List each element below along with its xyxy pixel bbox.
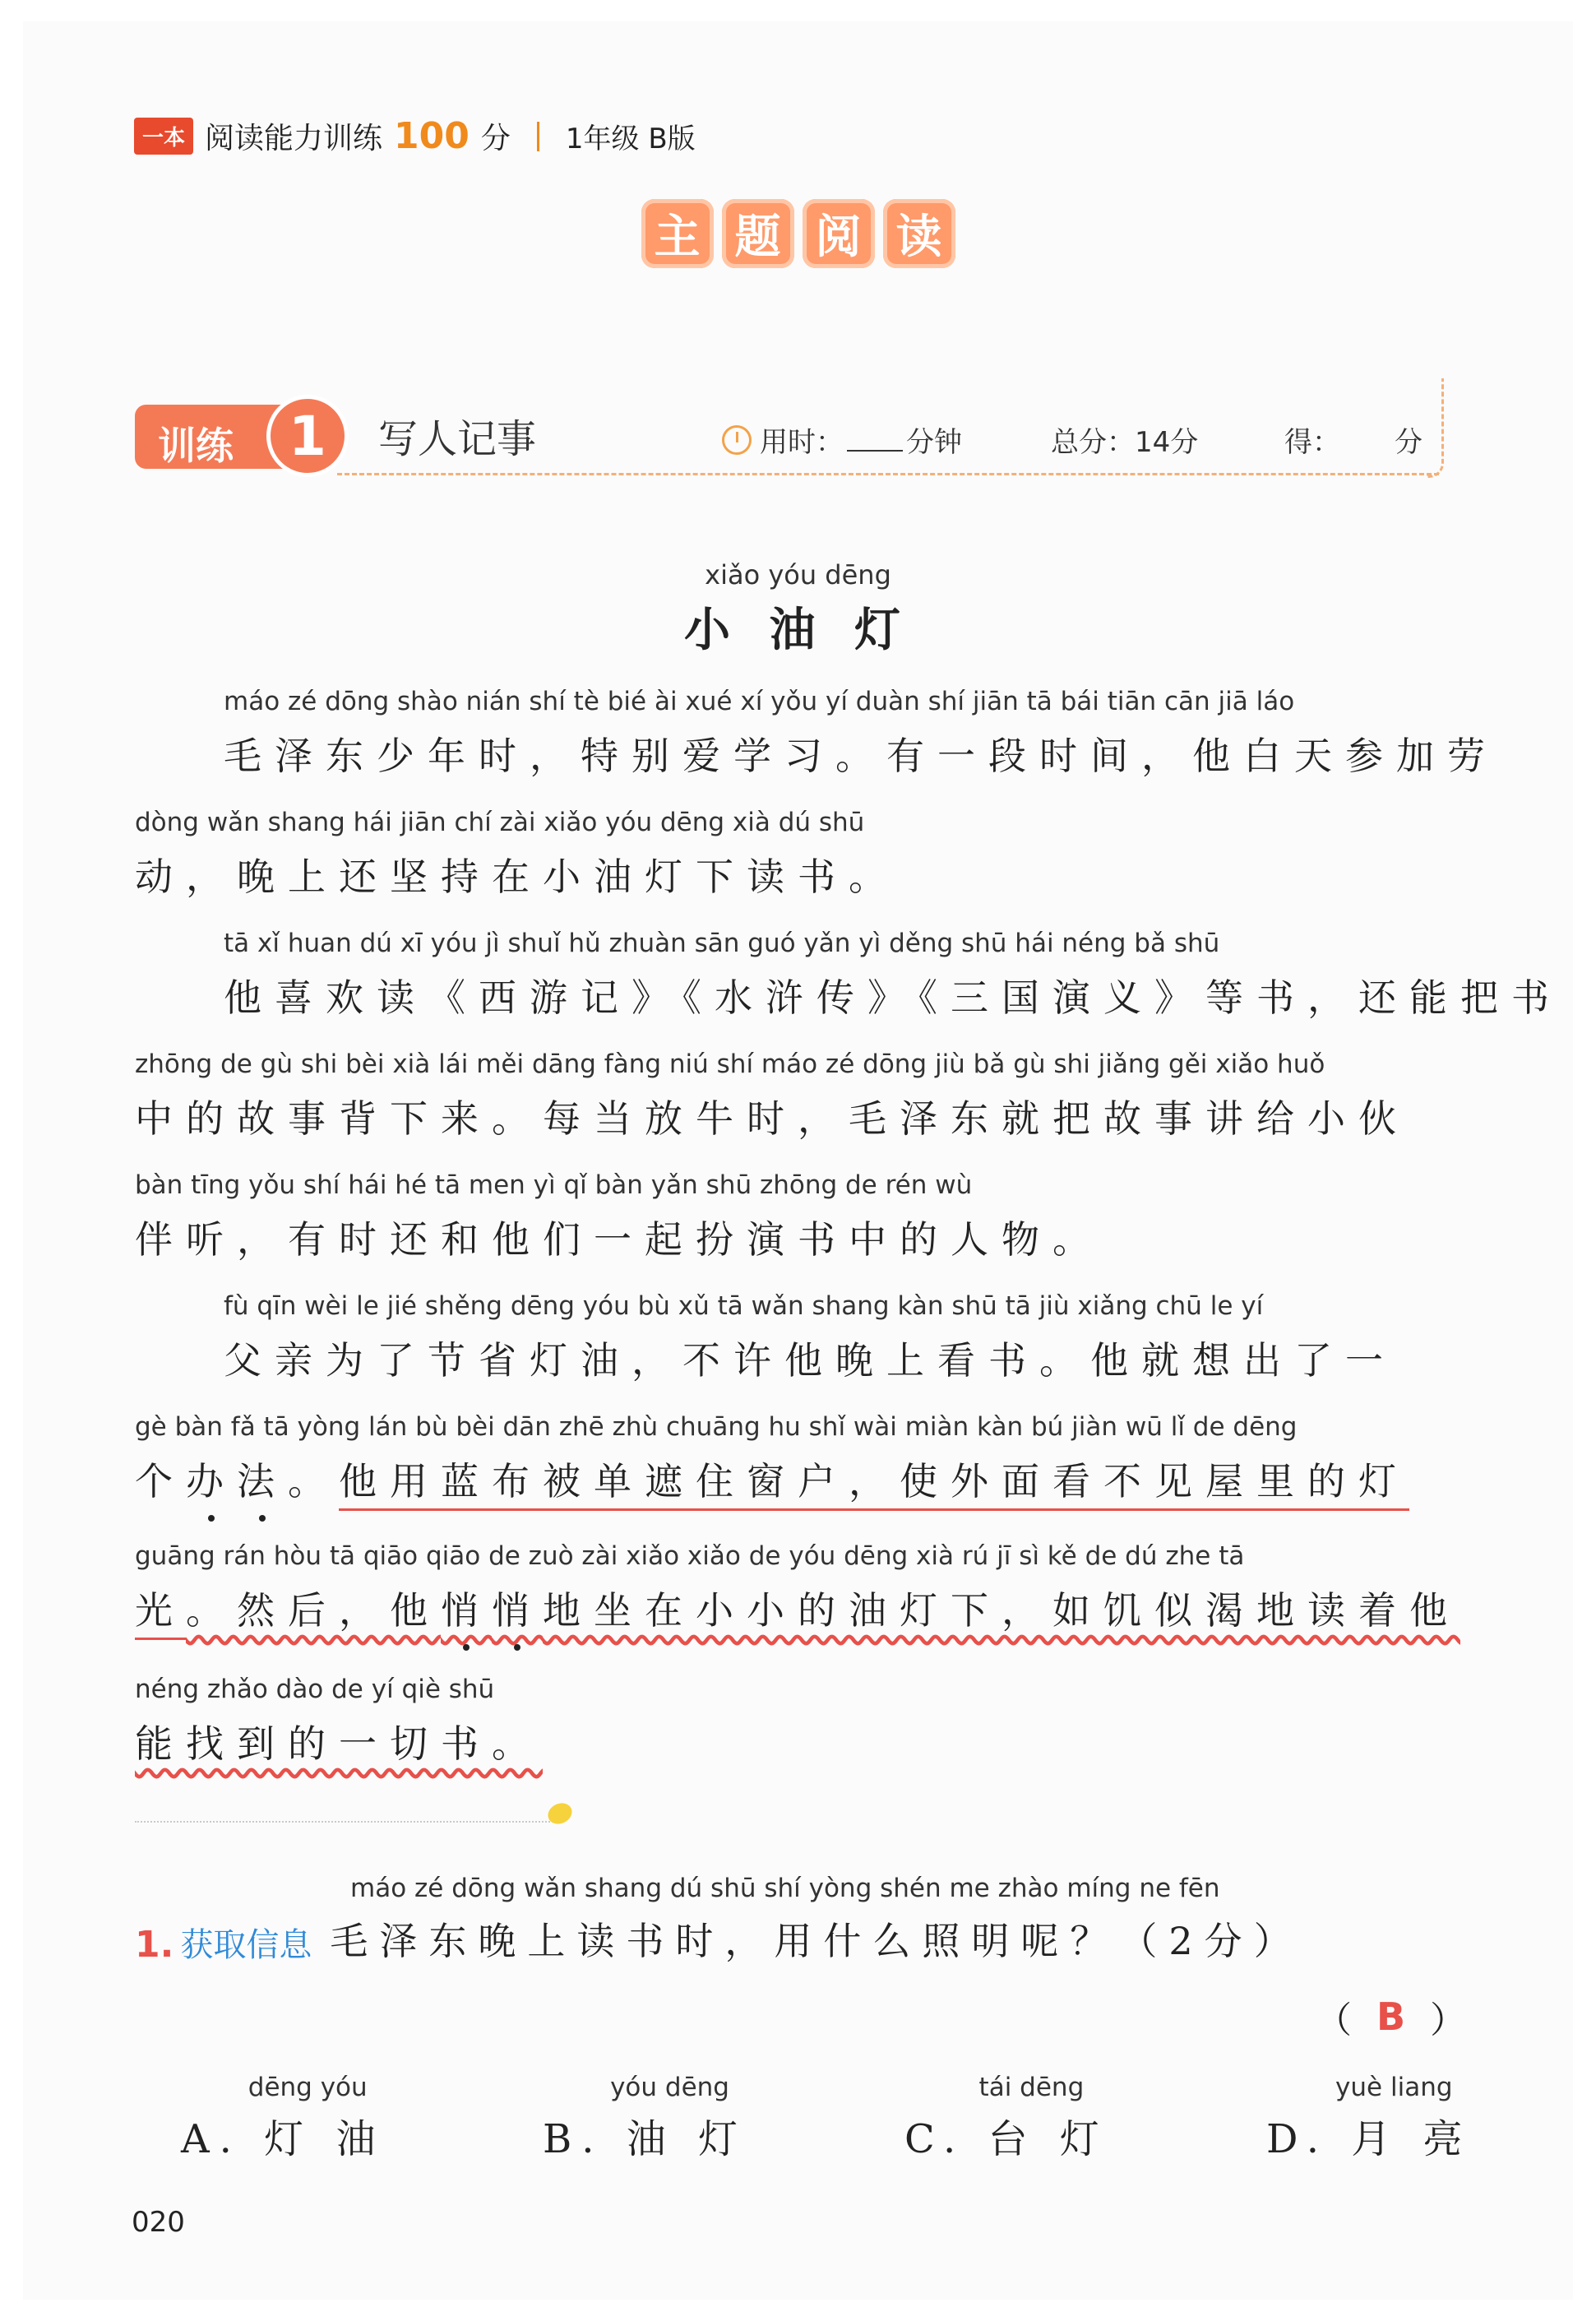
line-text: 中的故事背下来。每当放牛时，毛泽东就把故事讲给小伙 bbox=[135, 1096, 1409, 1141]
book-header bbox=[134, 115, 696, 157]
answer-paren-open: （ bbox=[1316, 1999, 1352, 2041]
question-row bbox=[135, 1911, 1467, 1966]
story-line bbox=[135, 808, 1450, 901]
option-a[interactable] bbox=[181, 2073, 385, 2164]
emphasis-dot-char: 法 bbox=[237, 1459, 288, 1503]
section-divider bbox=[135, 1821, 562, 1823]
story-title: 小 油 灯 bbox=[684, 603, 912, 657]
theme-heading bbox=[0, 199, 1596, 268]
line-pinyin: gè bàn fǎ tā yòng lán bù bèi dān zhē zhù chuāng hu shǐ wài miàn kàn bú jiàn wū lǐ de dēng bbox=[135, 1412, 1298, 1442]
training-badge bbox=[135, 395, 349, 477]
answer-box[interactable] bbox=[1316, 1990, 1466, 2043]
book-title: 阅读能力训练 bbox=[205, 122, 383, 155]
book-score-unit: 分 bbox=[480, 122, 511, 155]
option-d[interactable] bbox=[1266, 2073, 1473, 2164]
text-segment: 个 bbox=[135, 1459, 186, 1503]
question-number: 1. bbox=[135, 1924, 174, 1966]
time-label: 用时： bbox=[760, 426, 844, 459]
story-line bbox=[135, 929, 1562, 1022]
clock-icon bbox=[722, 425, 752, 455]
story-line bbox=[135, 687, 1498, 781]
story-line bbox=[135, 1541, 1460, 1635]
time-unit: 分钟 bbox=[906, 426, 962, 459]
story-title-pinyin: xiǎo yóu dēng bbox=[705, 559, 891, 591]
wavy-underlined-text: 地坐在小小的油灯下，如饥似渴地读着他 bbox=[543, 1588, 1460, 1633]
score-field bbox=[1284, 419, 1423, 460]
story-line bbox=[135, 1412, 1450, 1506]
option-c[interactable] bbox=[904, 2073, 1109, 2164]
line-pinyin: bàn tīng yǒu shí hái hé tā men yì qǐ bàn yǎn shū zhōng de rén wù bbox=[135, 1170, 973, 1200]
header-separator bbox=[537, 122, 539, 151]
line-pinyin: fù qīn wèi le jié shěng dēng yóu bù xǔ tā wǎn shang kàn shū tā jiù xiǎng chū le yí bbox=[224, 1291, 1264, 1321]
wavy-underlined-text: 能找到的一切书。 bbox=[135, 1721, 543, 1766]
option-pinyin: dēng yóu bbox=[247, 2073, 368, 2102]
wavy-underlined-text: 。然后，他 bbox=[186, 1588, 441, 1633]
question-tag: 获取信息 bbox=[180, 1926, 312, 1964]
publisher-logo: 一本 bbox=[134, 118, 193, 155]
line-text: 伴听，有时还和他们一起扮演书中的人物。 bbox=[135, 1217, 1103, 1262]
story-line bbox=[135, 1049, 1450, 1143]
page-number: 020 bbox=[132, 2206, 185, 2239]
question-1 bbox=[135, 1874, 1467, 1966]
answer-paren-close: ） bbox=[1430, 1999, 1467, 2041]
option-text: B. 油 灯 bbox=[543, 2116, 748, 2162]
line-pinyin: tā xǐ huan dú xī yóu jì shuǐ hǔ zhuàn sān guó yǎn yì děng shū hái néng bǎ shū bbox=[224, 929, 1220, 958]
option-pinyin: yuè liang bbox=[1335, 2073, 1453, 2102]
option-b[interactable] bbox=[543, 2073, 747, 2164]
banner-dashed-corner bbox=[1427, 378, 1444, 478]
story-line bbox=[135, 1291, 1450, 1385]
grade-label: 1年级 B版 bbox=[565, 123, 696, 155]
total-score: 总分：14分 bbox=[1051, 426, 1199, 459]
line-text: 毛泽东少年时，特别爱学习。有一段时间，他白天参加劳 bbox=[224, 734, 1498, 778]
option-text: D. 月 亮 bbox=[1266, 2116, 1473, 2162]
section-title: 写人记事 bbox=[378, 416, 537, 462]
theme-char: 阅 bbox=[803, 199, 875, 268]
option-pinyin: tái dēng bbox=[978, 2073, 1085, 2102]
theme-char: 读 bbox=[883, 199, 955, 268]
question-text: 毛泽东晚上读书时，用什么照明呢？（2分） bbox=[330, 1919, 1303, 1963]
line-pinyin: guāng rán hòu tā qiāo qiāo de zuò zài xiǎo xiǎo de yóu dēng xià rú jī sì kě de dú zhe tā bbox=[135, 1541, 1245, 1571]
line-text bbox=[135, 1714, 1450, 1768]
line-text: 动，晚上还坚持在小油灯下读书。 bbox=[135, 855, 900, 899]
training-label: 训练 bbox=[158, 424, 234, 468]
score-label: 得： bbox=[1284, 426, 1340, 459]
question-pinyin: máo zé dōng wǎn shang dú shū shí yòng shén me zhào míng ne fēn bbox=[350, 1874, 1220, 1903]
time-blank[interactable] bbox=[847, 429, 903, 452]
training-number: 1 bbox=[266, 395, 349, 477]
emphasis-dot-char: 悄 bbox=[492, 1588, 543, 1633]
answer-value: B bbox=[1376, 1994, 1406, 2039]
line-pinyin: dòng wǎn shang hái jiān chí zài xiǎo yóu dēng xià dú shū bbox=[135, 808, 865, 837]
book-score: 100 bbox=[394, 115, 470, 157]
line-text: 他喜欢读《西游记》《水浒传》《三国演义》等书，还能把书 bbox=[224, 975, 1562, 1020]
theme-char: 题 bbox=[722, 199, 794, 268]
score-unit: 分 bbox=[1395, 426, 1423, 459]
option-text: C. 台 灯 bbox=[904, 2116, 1109, 2162]
line-text bbox=[135, 1452, 1450, 1506]
story-line bbox=[135, 1170, 1450, 1264]
text-segment: 。 bbox=[288, 1459, 339, 1503]
underlined-text: 光 bbox=[135, 1588, 186, 1640]
banner-dashed-line bbox=[337, 473, 1439, 475]
emphasis-dot-char: 办 bbox=[186, 1459, 237, 1503]
theme-char: 主 bbox=[641, 199, 714, 268]
line-pinyin: máo zé dōng shào nián shí tè bié ài xué xí yǒu yí duàn shí jiān tā bái tiān cān jiā láo bbox=[224, 687, 1295, 716]
time-field bbox=[722, 419, 962, 460]
line-pinyin: zhōng de gù shi bèi xià lái měi dāng fàng niú shí máo zé dōng jiù bǎ gù shi jiǎng gěi xiǎo huǒ bbox=[135, 1049, 1325, 1079]
line-pinyin: néng zhǎo dào de yí qiè shū bbox=[135, 1675, 495, 1704]
option-pinyin: yóu dēng bbox=[610, 2073, 729, 2102]
emphasis-dot-char: 悄 bbox=[441, 1588, 492, 1633]
line-text: 父亲为了节省灯油，不许他晚上看书。他就想出了一 bbox=[224, 1338, 1396, 1383]
story-line bbox=[135, 1675, 1450, 1768]
underlined-text: 他用蓝布被单遮住窗户，使外面看不见屋里的灯 bbox=[339, 1459, 1409, 1511]
line-text bbox=[135, 1581, 1460, 1635]
option-text: A. 灯 油 bbox=[181, 2116, 386, 2162]
